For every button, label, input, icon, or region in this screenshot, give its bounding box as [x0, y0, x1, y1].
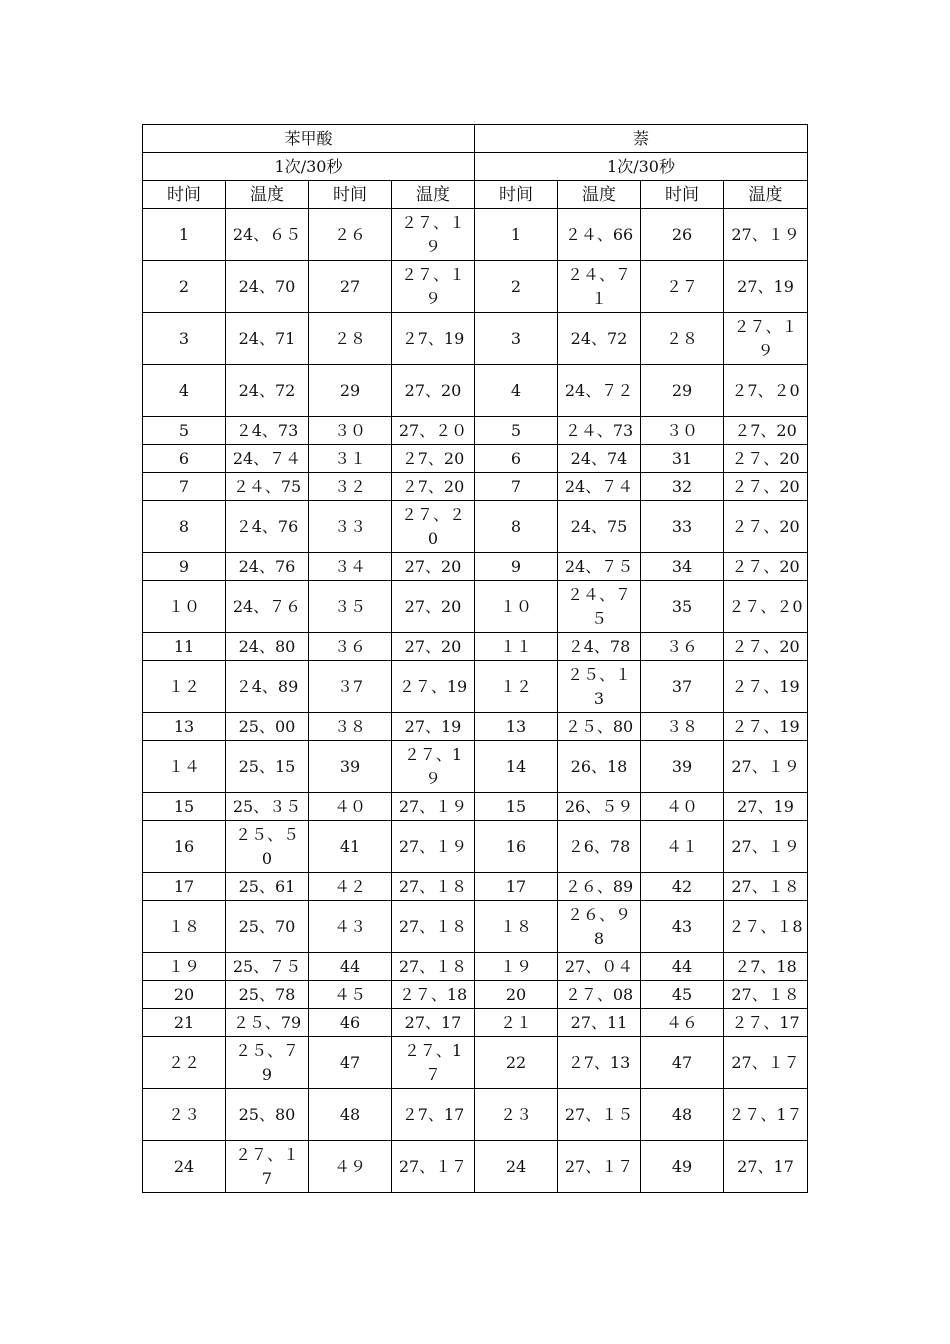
group-rate-naphthalene: 1次/30秒	[475, 153, 808, 181]
time-cell: 49	[641, 1141, 724, 1193]
temperature-cell: 27、１９	[724, 821, 808, 873]
time-cell: 33	[641, 501, 724, 553]
temperature-cell: 27、11	[558, 1009, 641, 1037]
table-row	[143, 1141, 808, 1193]
table-row	[143, 873, 808, 901]
temperature-cell: ２７、２0	[724, 581, 808, 633]
time-cell: 6	[475, 445, 558, 473]
temperature-cell: ２７、20	[724, 633, 808, 661]
time-cell: 7	[143, 473, 226, 501]
time-cell: 31	[641, 445, 724, 473]
temperature-cell: ２６、９8	[558, 901, 641, 953]
table-row	[143, 417, 808, 445]
group-name-naphthalene: 萘	[475, 125, 808, 153]
temperature-cell: 24、７４	[558, 473, 641, 501]
temperature-cell: ２７、19	[724, 713, 808, 741]
temperature-cell: ２７、１7	[226, 1141, 309, 1193]
temperature-cell: 24、７４	[226, 445, 309, 473]
time-cell: 37	[641, 661, 724, 713]
time-cell: ２１	[475, 1009, 558, 1037]
group-name-benzoic-acid: 苯甲酸	[143, 125, 475, 153]
temperature-cell: ２７、1９	[392, 741, 475, 793]
time-cell: ４６	[641, 1009, 724, 1037]
time-cell: １８	[475, 901, 558, 953]
time-cell: 13	[475, 713, 558, 741]
time-cell: １９	[143, 953, 226, 981]
temperature-cell: 25、61	[226, 873, 309, 901]
temperature-cell: 25、00	[226, 713, 309, 741]
table-row	[143, 793, 808, 821]
temperature-cell: ２５、７9	[226, 1037, 309, 1089]
time-cell: 32	[641, 473, 724, 501]
temperature-cell: 27、１９	[724, 741, 808, 793]
temperature-cell: 27、１８	[392, 953, 475, 981]
temperature-cell: 27、１５	[558, 1089, 641, 1141]
time-cell: ２７	[641, 261, 724, 313]
temperature-cell: 27、１８	[724, 873, 808, 901]
time-cell: 16	[143, 821, 226, 873]
temperature-cell: 24、74	[558, 445, 641, 473]
temperature-cell: 24、76	[226, 553, 309, 581]
temperature-cell: ２4、78	[558, 633, 641, 661]
time-cell: 2	[143, 261, 226, 313]
time-cell: ４１	[641, 821, 724, 873]
time-cell: 7	[475, 473, 558, 501]
table-row	[143, 1089, 808, 1141]
temperature-cell: 24、75	[558, 501, 641, 553]
time-cell: １８	[143, 901, 226, 953]
temperature-cell: ２６、89	[558, 873, 641, 901]
time-cell: ３８	[641, 713, 724, 741]
temperature-cell: ２７、1７	[724, 1089, 808, 1141]
time-cell: ４９	[309, 1141, 392, 1193]
time-cell: 14	[475, 741, 558, 793]
temperature-cell: 27、17	[392, 1009, 475, 1037]
temperature-cell: ２７、17	[724, 1009, 808, 1037]
time-cell: 34	[641, 553, 724, 581]
temperature-cell: 27、20	[392, 553, 475, 581]
table-row	[143, 901, 808, 953]
time-cell: 3	[143, 313, 226, 365]
table-row	[143, 661, 808, 713]
time-cell: ３５	[309, 581, 392, 633]
time-cell: 9	[143, 553, 226, 581]
time-cell: 2	[475, 261, 558, 313]
time-cell: 4	[475, 365, 558, 417]
time-cell: １０	[143, 581, 226, 633]
temperature-cell: ２7、20	[392, 445, 475, 473]
table-row	[143, 1009, 808, 1037]
time-cell: ３６	[641, 633, 724, 661]
column-header: 温度	[226, 181, 309, 209]
table-row	[143, 581, 808, 633]
temperature-cell: ２6、78	[558, 821, 641, 873]
time-cell: 20	[143, 981, 226, 1009]
temperature-cell: 27、20	[392, 581, 475, 633]
time-cell: 21	[143, 1009, 226, 1037]
temperature-cell: ２７、18	[392, 981, 475, 1009]
temperature-cell: 27、１７	[724, 1037, 808, 1089]
temperature-cell: 27、20	[392, 633, 475, 661]
time-cell: ３7	[309, 661, 392, 713]
table-row	[143, 633, 808, 661]
temperature-cell: ２５、１3	[558, 661, 641, 713]
temperature-cell: 27、20	[392, 365, 475, 417]
temperature-cell: ２7、２0	[724, 365, 808, 417]
temperature-cell: 24、７５	[558, 553, 641, 581]
temperature-cell: ２４、75	[226, 473, 309, 501]
temperature-cell: ２７、１8	[724, 901, 808, 953]
temperature-cell: ２7、20	[392, 473, 475, 501]
time-cell: 39	[641, 741, 724, 793]
temperature-cell: ２7、13	[558, 1037, 641, 1089]
temperature-cell: ２５、79	[226, 1009, 309, 1037]
time-cell: 8	[143, 501, 226, 553]
table-row	[143, 821, 808, 873]
temperature-cell: 24、72	[226, 365, 309, 417]
temperature-cell: 25、78	[226, 981, 309, 1009]
temperature-cell: 27、１８	[724, 981, 808, 1009]
temperature-cell: ２４、73	[558, 417, 641, 445]
temperature-cell: ２７、1７	[392, 1037, 475, 1089]
temperature-cell: 24、７６	[226, 581, 309, 633]
table-row	[143, 713, 808, 741]
time-cell: ３６	[309, 633, 392, 661]
time-cell: 20	[475, 981, 558, 1009]
time-cell: 41	[309, 821, 392, 873]
time-cell: ４０	[641, 793, 724, 821]
time-cell: 17	[143, 873, 226, 901]
time-cell: １２	[143, 661, 226, 713]
time-cell: 5	[143, 417, 226, 445]
temperature-cell: 27、１７	[558, 1141, 641, 1193]
temperature-cell: ２7、19	[392, 313, 475, 365]
time-cell: ３８	[309, 713, 392, 741]
temperature-cell: ２４、66	[558, 209, 641, 261]
column-header: 时间	[143, 181, 226, 209]
column-header: 时间	[475, 181, 558, 209]
time-cell: 6	[143, 445, 226, 473]
temperature-cell: ２７、20	[724, 553, 808, 581]
time-cell: 15	[475, 793, 558, 821]
temperature-cell: ２７、20	[724, 473, 808, 501]
table-row	[143, 741, 808, 793]
table-row	[143, 209, 808, 261]
time-cell: 24	[143, 1141, 226, 1193]
temperature-cell: 24、80	[226, 633, 309, 661]
temperature-cell: ２4、89	[226, 661, 309, 713]
time-cell: 24	[475, 1141, 558, 1193]
time-cell: 44	[641, 953, 724, 981]
time-cell: 1	[143, 209, 226, 261]
temperature-cell: 24、72	[558, 313, 641, 365]
temperature-cell: ２７、20	[724, 501, 808, 553]
time-cell: ２８	[309, 313, 392, 365]
time-cell: ４２	[309, 873, 392, 901]
temperature-cell: ２７、１９	[392, 209, 475, 261]
temperature-cell: 27、１９	[392, 793, 475, 821]
time-cell: 47	[309, 1037, 392, 1089]
temperature-cell: ２4、76	[226, 501, 309, 553]
temperature-cell: 27、１８	[392, 901, 475, 953]
temperature-cell: 27、１７	[392, 1141, 475, 1193]
time-cell: １１	[475, 633, 558, 661]
time-cell: 1	[475, 209, 558, 261]
table-row	[143, 445, 808, 473]
temperature-cell: 25、３５	[226, 793, 309, 821]
time-cell: 16	[475, 821, 558, 873]
temperature-cell: ２５、５0	[226, 821, 309, 873]
time-cell: 48	[309, 1089, 392, 1141]
time-cell: 35	[641, 581, 724, 633]
temperature-cell: ２7、18	[724, 953, 808, 981]
temperature-cell: ２７、08	[558, 981, 641, 1009]
time-cell: 27	[309, 261, 392, 313]
time-cell: ４３	[309, 901, 392, 953]
table-row	[143, 313, 808, 365]
data-table	[142, 124, 808, 1193]
temperature-cell: ２７、20	[724, 445, 808, 473]
temperature-cell: 27、19	[724, 793, 808, 821]
column-header: 时间	[641, 181, 724, 209]
temperature-cell: ２４、７１	[558, 261, 641, 313]
table-row	[143, 365, 808, 417]
time-cell: 11	[143, 633, 226, 661]
column-header: 温度	[558, 181, 641, 209]
temperature-cell: 26、５９	[558, 793, 641, 821]
time-cell: 3	[475, 313, 558, 365]
temperature-cell: 25、15	[226, 741, 309, 793]
table-row	[143, 553, 808, 581]
table-row	[143, 1037, 808, 1089]
temperature-cell: 26、18	[558, 741, 641, 793]
time-cell: ２８	[641, 313, 724, 365]
time-cell: 9	[475, 553, 558, 581]
time-cell: ２３	[143, 1089, 226, 1141]
table-row	[143, 981, 808, 1009]
time-cell: ３０	[641, 417, 724, 445]
time-cell: 26	[641, 209, 724, 261]
time-cell: ４０	[309, 793, 392, 821]
temperature-cell: ２５、80	[558, 713, 641, 741]
time-cell: 13	[143, 713, 226, 741]
time-cell: ３２	[309, 473, 392, 501]
time-cell: ４５	[309, 981, 392, 1009]
temperature-cell: 27、１９	[392, 821, 475, 873]
temperature-cell: ２7、20	[724, 417, 808, 445]
group-rate-row	[143, 153, 808, 181]
time-cell: １０	[475, 581, 558, 633]
group-name-row	[143, 125, 808, 153]
time-cell: 47	[641, 1037, 724, 1089]
column-header: 时间	[309, 181, 392, 209]
table-row	[143, 501, 808, 553]
temperature-cell: ２７、19	[392, 661, 475, 713]
time-cell: 22	[475, 1037, 558, 1089]
time-cell: ３１	[309, 445, 392, 473]
time-cell: ２３	[475, 1089, 558, 1141]
temperature-cell: 27、１８	[392, 873, 475, 901]
temperature-cell: 24、70	[226, 261, 309, 313]
time-cell: ３０	[309, 417, 392, 445]
time-cell: 17	[475, 873, 558, 901]
temperature-cell: 27、０４	[558, 953, 641, 981]
time-cell: 29	[309, 365, 392, 417]
time-cell: 43	[641, 901, 724, 953]
column-header: 温度	[724, 181, 808, 209]
time-cell: ３４	[309, 553, 392, 581]
table-row	[143, 261, 808, 313]
time-cell: ３３	[309, 501, 392, 553]
temperature-cell: ２７、２0	[392, 501, 475, 553]
column-header-row	[143, 181, 808, 209]
time-cell: 42	[641, 873, 724, 901]
time-cell: １９	[475, 953, 558, 981]
group-rate-benzoic-acid: 1次/30秒	[143, 153, 475, 181]
temperature-cell: 27、１９	[724, 209, 808, 261]
temperature-cell: 27、17	[724, 1141, 808, 1193]
time-cell: 4	[143, 365, 226, 417]
temperature-cell: ２7、17	[392, 1089, 475, 1141]
time-cell: １２	[475, 661, 558, 713]
temperature-cell: ２７、１９	[724, 313, 808, 365]
time-cell: 44	[309, 953, 392, 981]
time-cell: 46	[309, 1009, 392, 1037]
time-cell: ２６	[309, 209, 392, 261]
time-cell: 48	[641, 1089, 724, 1141]
temperature-cell: 24、６５	[226, 209, 309, 261]
temperature-cell: 24、71	[226, 313, 309, 365]
temperature-cell: 25、７５	[226, 953, 309, 981]
column-header: 温度	[392, 181, 475, 209]
time-cell: １４	[143, 741, 226, 793]
table-row	[143, 473, 808, 501]
time-cell: 39	[309, 741, 392, 793]
temperature-cell: ２７、19	[724, 661, 808, 713]
time-cell: 5	[475, 417, 558, 445]
time-cell: ２２	[143, 1037, 226, 1089]
temperature-cell: ２４、７５	[558, 581, 641, 633]
time-cell: 29	[641, 365, 724, 417]
temperature-cell: 25、70	[226, 901, 309, 953]
temperature-cell: ２７、１９	[392, 261, 475, 313]
temperature-cell: 25、80	[226, 1089, 309, 1141]
table-row	[143, 953, 808, 981]
time-cell: 8	[475, 501, 558, 553]
time-cell: 45	[641, 981, 724, 1009]
temperature-cell: 27、２０	[392, 417, 475, 445]
temperature-cell: ２4、73	[226, 417, 309, 445]
temperature-cell: 24、７２	[558, 365, 641, 417]
temperature-cell: 27、19	[724, 261, 808, 313]
temperature-cell: 27、19	[392, 713, 475, 741]
time-cell: 15	[143, 793, 226, 821]
